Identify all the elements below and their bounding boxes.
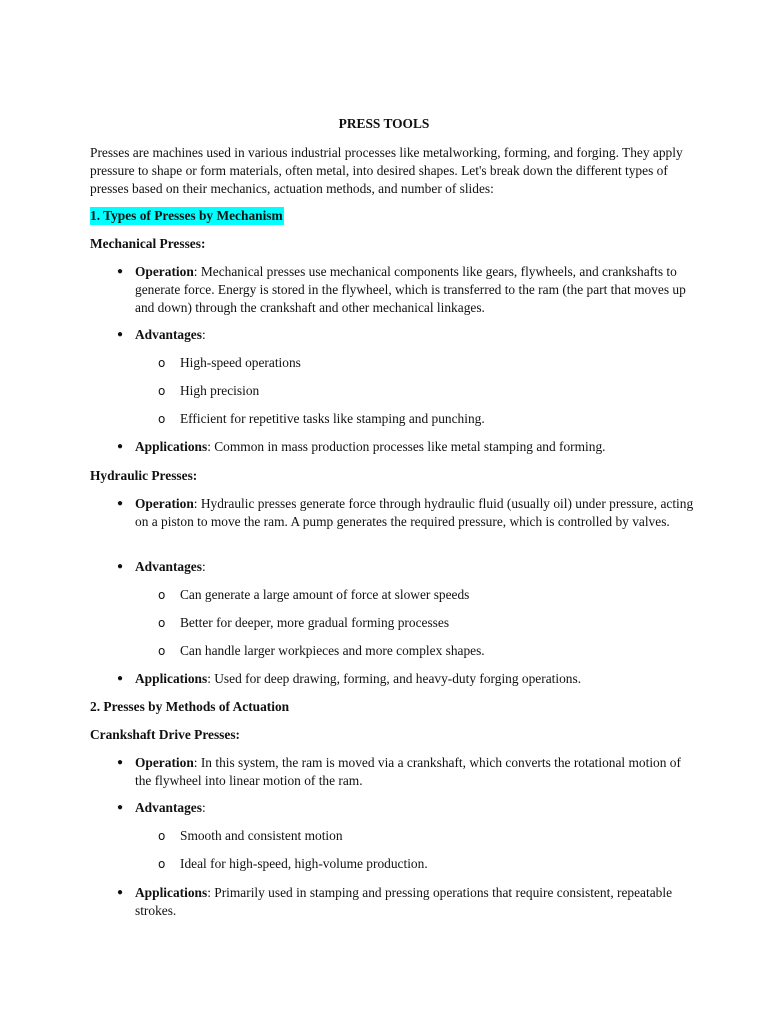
crankshaft-presses-heading: Crankshaft Drive Presses: [90, 727, 241, 742]
sub-bullet-icon: o [158, 644, 166, 658]
sub-bullet-icon: o [158, 384, 166, 398]
hydraulic-applications [135, 670, 695, 688]
section-2-heading: 2. Presses by Methods of Actuation [90, 699, 290, 714]
hydraulic-presses-heading: Hydraulic Presses: [90, 468, 198, 483]
operation-text: : In this system, the ram is moved via a crankshaft, which converts the rotational motion of the flywheel into linear motion of the ram. [135, 755, 681, 788]
bullet-icon: ● [117, 887, 124, 898]
advantages-label: Advantages [135, 327, 202, 342]
mechanical-applications [135, 438, 695, 456]
bullet-icon: ● [117, 673, 124, 684]
mechanical-operation [135, 263, 695, 317]
hydraulic-operation [135, 495, 695, 531]
list-item: Can handle larger workpieces and more complex shapes. [180, 643, 485, 658]
operation-label: Operation [135, 755, 194, 770]
bullet-icon: ● [117, 802, 124, 813]
section-1-heading: 1. Types of Presses by Mechanism [90, 208, 283, 223]
applications-text: : Common in mass production processes like metal stamping and forming. [207, 439, 606, 454]
bullet-icon: ● [117, 266, 124, 277]
operation-label: Operation [135, 264, 194, 279]
intro-text: Presses are machines used in various industrial processes like metalworking, forming, and forging. They apply pressure to shape or form materials, often metal, into desired shapes. Let's break down the different types of presses based on their mechanics, actuation methods, and number of slides: [90, 145, 683, 196]
bullet-icon: ● [117, 561, 124, 572]
list-item: High-speed operations [180, 355, 301, 370]
bullet-icon: ● [117, 441, 124, 452]
list-item: Better for deeper, more gradual forming processes [180, 615, 450, 630]
sub-bullet-icon: o [158, 829, 166, 843]
sub-bullet-icon: o [158, 588, 166, 602]
hydraulic-advantages [135, 558, 695, 576]
operation-label: Operation [135, 496, 194, 511]
applications-text: : Primarily used in stamping and pressing operations that require consistent, repeatable strokes. [135, 885, 673, 918]
applications-label: Applications [135, 885, 208, 900]
list-item: Ideal for high-speed, high-volume production. [180, 856, 428, 871]
sub-bullet-icon: o [158, 356, 166, 370]
operation-text: : Mechanical presses use mechanical components like gears, flywheels, and crankshafts to generate force. Energy is stored in the flywheel, which is transferred to the ram (the part that moves up and down) through the crankshaft and other mechanical linkages. [135, 264, 686, 315]
list-item: Can generate a large amount of force at slower speeds [180, 587, 470, 602]
list-item: Smooth and consistent motion [180, 828, 343, 843]
crankshaft-applications [135, 884, 695, 920]
applications-text: : Used for deep drawing, forming, and heavy-duty forging operations. [207, 671, 582, 686]
crankshaft-advantages [135, 799, 695, 817]
mechanical-advantages [135, 326, 695, 344]
sub-bullet-icon: o [158, 616, 166, 630]
applications-label: Applications [135, 671, 208, 686]
operation-text: : Hydraulic presses generate force through hydraulic fluid (usually oil) under pressure, acting on a piston to move the ram. A pump generates the required pressure, which is controlled by valves. [135, 496, 694, 529]
bullet-icon: ● [117, 329, 124, 340]
applications-label: Applications [135, 439, 208, 454]
advantages-suffix: : [201, 800, 206, 815]
page-title: PRESS TOOLS [338, 116, 430, 131]
list-item: Efficient for repetitive tasks like stamping and punching. [180, 411, 485, 426]
advantages-suffix: : [201, 327, 206, 342]
list-item: High precision [180, 383, 260, 398]
bullet-icon: ● [117, 757, 124, 768]
advantages-label: Advantages [135, 800, 202, 815]
advantages-suffix: : [201, 559, 206, 574]
sub-bullet-icon: o [158, 412, 166, 426]
bullet-icon: ● [117, 498, 124, 509]
mechanical-presses-heading: Mechanical Presses: [90, 236, 206, 251]
intro-paragraph [90, 144, 690, 198]
advantages-label: Advantages [135, 559, 202, 574]
sub-bullet-icon: o [158, 857, 166, 871]
crankshaft-operation [135, 754, 695, 790]
